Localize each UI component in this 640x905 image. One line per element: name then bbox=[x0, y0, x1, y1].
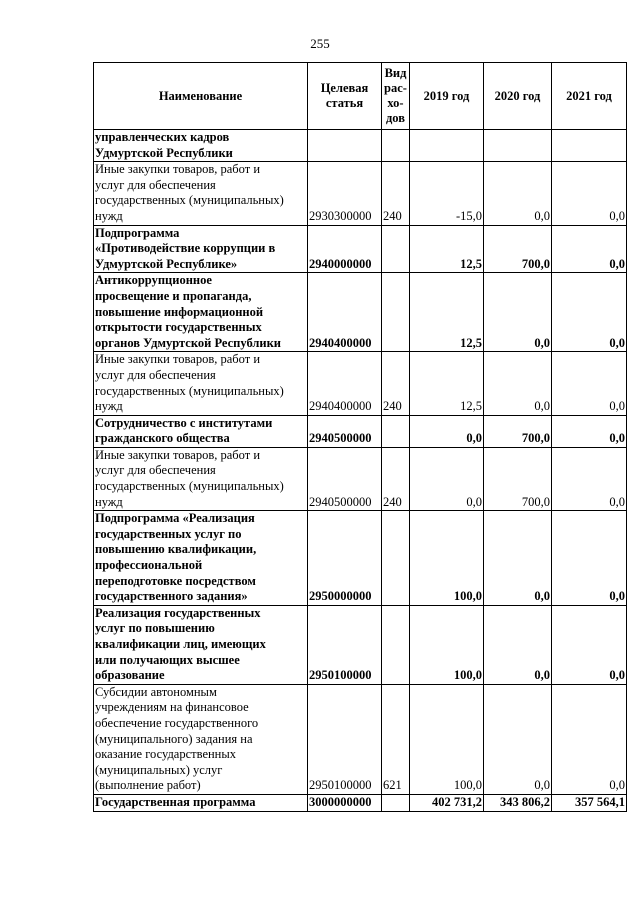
row-code: 2950100000 bbox=[308, 684, 382, 794]
table-row bbox=[94, 684, 627, 794]
header-name: Наименование bbox=[94, 63, 308, 130]
row-name bbox=[94, 684, 308, 794]
row-name-line: Иные закупки товаров, работ и bbox=[95, 447, 261, 462]
row-2020: 700,0 bbox=[484, 225, 552, 273]
row-2020: 0,0 bbox=[484, 162, 552, 225]
row-2020: 700,0 bbox=[484, 415, 552, 447]
row-name-line: Государственная программа bbox=[95, 794, 256, 809]
row-name-line: государственных (муниципальных) bbox=[95, 193, 284, 208]
row-expense-type: 240 bbox=[382, 162, 410, 225]
row-code: 2950100000 bbox=[308, 605, 382, 684]
row-2020: 700,0 bbox=[484, 447, 552, 510]
row-name-line: Субсидии автономным bbox=[95, 684, 217, 699]
row-name-line: Подпрограмма «Реализация bbox=[95, 511, 255, 526]
header-code bbox=[308, 63, 382, 130]
row-expense-type bbox=[382, 225, 410, 273]
row-code: 2940400000 bbox=[308, 352, 382, 415]
row-code: 2950000000 bbox=[308, 511, 382, 606]
row-expense-type: 240 bbox=[382, 352, 410, 415]
row-2021: 0,0 bbox=[552, 605, 627, 684]
row-name-line: или получающих высшее bbox=[95, 652, 240, 667]
row-name bbox=[94, 447, 308, 510]
row-expense-type: 621 bbox=[382, 684, 410, 794]
header-type-line: рас- bbox=[384, 81, 407, 95]
table-row bbox=[94, 225, 627, 273]
header-type-line: хо- bbox=[387, 96, 404, 110]
row-2021 bbox=[552, 130, 627, 162]
row-name-line: повышение информационной bbox=[95, 304, 264, 319]
row-name-line: (выполнение работ) bbox=[95, 778, 201, 793]
row-2021: 0,0 bbox=[552, 415, 627, 447]
row-2019: -15,0 bbox=[410, 162, 484, 225]
row-2021: 0,0 bbox=[552, 273, 627, 352]
row-expense-type bbox=[382, 415, 410, 447]
row-name-line: Удмуртской Республики bbox=[95, 145, 233, 160]
row-2020 bbox=[484, 130, 552, 162]
row-name bbox=[94, 352, 308, 415]
header-2020: 2020 год bbox=[484, 63, 552, 130]
row-name bbox=[94, 225, 308, 273]
row-expense-type bbox=[382, 794, 410, 811]
row-name-line: образование bbox=[95, 668, 165, 683]
header-type-line: Вид bbox=[384, 66, 407, 80]
header-code-line: статья bbox=[325, 96, 364, 110]
row-name-line: нужд bbox=[95, 494, 123, 509]
row-name-line: квалификации лиц, имеющих bbox=[95, 637, 266, 651]
row-name-line: (муниципального) задания на bbox=[95, 731, 253, 746]
row-name-line: «Противодействие коррупции в bbox=[95, 241, 276, 256]
row-name-line: Подпрограмма bbox=[95, 225, 180, 240]
row-name-line: Реализация государственных bbox=[95, 605, 261, 620]
row-name-line: переподготовке посредством bbox=[95, 573, 256, 588]
row-name-line: государственных (муниципальных) bbox=[95, 479, 284, 494]
row-name-line: профессиональной bbox=[95, 558, 203, 573]
row-expense-type: 240 bbox=[382, 447, 410, 510]
row-2020: 0,0 bbox=[484, 273, 552, 352]
row-name-line: Иные закупки товаров, работ и bbox=[95, 352, 261, 367]
row-name-line: учреждениям на финансовое bbox=[95, 700, 249, 715]
row-2021: 0,0 bbox=[552, 684, 627, 794]
row-name-line: повышению квалификации, bbox=[95, 542, 257, 557]
row-name-line: открытости государственных bbox=[95, 320, 262, 335]
row-code: 2940400000 bbox=[308, 273, 382, 352]
row-expense-type bbox=[382, 130, 410, 162]
row-name-line: нужд bbox=[95, 208, 123, 223]
row-expense-type bbox=[382, 511, 410, 606]
row-2019: 0,0 bbox=[410, 415, 484, 447]
row-code: 2930300000 bbox=[308, 162, 382, 225]
row-name-line: обеспечение государственного bbox=[95, 715, 259, 730]
row-name-line: государственного задания» bbox=[95, 589, 248, 604]
row-2020: 0,0 bbox=[484, 605, 552, 684]
table-header bbox=[94, 63, 627, 130]
table-row bbox=[94, 130, 627, 162]
row-name-line: услуг для обеспечения bbox=[95, 367, 216, 382]
row-code: 2940500000 bbox=[308, 415, 382, 447]
row-name-line: услуг для обеспечения bbox=[95, 463, 216, 478]
row-2021: 0,0 bbox=[552, 447, 627, 510]
row-name-line: просвещение и пропаганда, bbox=[95, 288, 252, 303]
table-row bbox=[94, 273, 627, 352]
page-number: 255 bbox=[310, 36, 330, 51]
row-name-line: услуг для обеспечения bbox=[95, 177, 216, 192]
row-name-line: государственных (муниципальных) bbox=[95, 383, 284, 398]
row-2020: 0,0 bbox=[484, 684, 552, 794]
row-2021: 0,0 bbox=[552, 511, 627, 606]
row-name-line: управленческих кадров bbox=[95, 130, 230, 144]
row-2019: 100,0 bbox=[410, 511, 484, 606]
row-2020: 0,0 bbox=[484, 352, 552, 415]
row-name bbox=[94, 273, 308, 352]
row-name-line: Иные закупки товаров, работ и bbox=[95, 162, 261, 177]
row-name bbox=[94, 511, 308, 606]
row-2019: 100,0 bbox=[410, 605, 484, 684]
table-row bbox=[94, 162, 627, 225]
row-2019: 100,0 bbox=[410, 684, 484, 794]
row-name bbox=[94, 162, 308, 225]
table-row bbox=[94, 352, 627, 415]
row-name-line: Сотрудничество с институтами bbox=[95, 415, 273, 430]
table-row bbox=[94, 794, 627, 811]
header-type bbox=[382, 63, 410, 130]
row-name bbox=[94, 130, 308, 162]
row-name-line: государственных услуг по bbox=[95, 526, 242, 541]
row-2019: 12,5 bbox=[410, 352, 484, 415]
header-2019: 2019 год bbox=[410, 63, 484, 130]
row-2019: 402 731,2 bbox=[410, 794, 484, 811]
row-code: 3000000000 bbox=[308, 794, 382, 811]
row-2019 bbox=[410, 130, 484, 162]
row-name-line: Удмуртской Республике» bbox=[95, 256, 238, 271]
row-name bbox=[94, 605, 308, 684]
row-expense-type bbox=[382, 605, 410, 684]
row-name bbox=[94, 415, 308, 447]
table-row bbox=[94, 511, 627, 606]
row-2021: 0,0 bbox=[552, 225, 627, 273]
table-body bbox=[94, 130, 627, 812]
header-2021: 2021 год bbox=[552, 63, 627, 130]
row-2020: 0,0 bbox=[484, 511, 552, 606]
row-2021: 357 564,1 bbox=[552, 794, 627, 811]
row-name-line: гражданского общества bbox=[95, 431, 230, 446]
row-code bbox=[308, 130, 382, 162]
row-code: 2940500000 bbox=[308, 447, 382, 510]
budget-table bbox=[93, 62, 627, 812]
row-2019: 12,5 bbox=[410, 273, 484, 352]
row-name-line: Антикоррупционное bbox=[95, 273, 212, 288]
row-name-line: услуг по повышению bbox=[95, 621, 215, 636]
row-expense-type bbox=[382, 273, 410, 352]
row-2020: 343 806,2 bbox=[484, 794, 552, 811]
row-name-line: нужд bbox=[95, 399, 123, 414]
row-name bbox=[94, 794, 308, 811]
header-type-line: дов bbox=[385, 111, 405, 125]
header-code-line: Целевая bbox=[320, 81, 369, 95]
row-name-line: органов Удмуртской Республики bbox=[95, 335, 282, 350]
row-code: 2940000000 bbox=[308, 225, 382, 273]
row-2021: 0,0 bbox=[552, 162, 627, 225]
row-name-line: оказание государственных bbox=[95, 747, 237, 762]
table-row bbox=[94, 605, 627, 684]
table-row bbox=[94, 447, 627, 510]
row-2019: 0,0 bbox=[410, 447, 484, 510]
table-row bbox=[94, 415, 627, 447]
row-2019: 12,5 bbox=[410, 225, 484, 273]
row-2021: 0,0 bbox=[552, 352, 627, 415]
row-name-line: (муниципальных) услуг bbox=[95, 762, 223, 777]
